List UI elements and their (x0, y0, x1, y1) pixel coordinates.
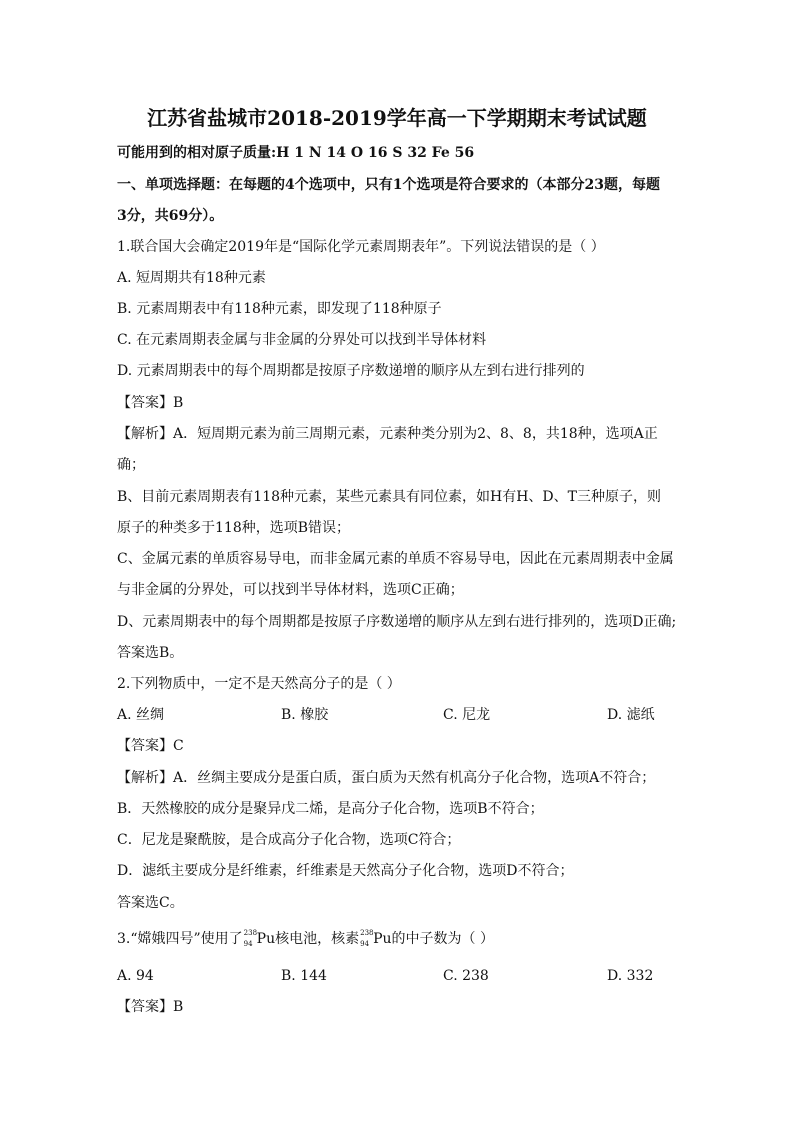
q1-stem: 1.联合国大会确定2019年是“国际化学元素周期表年”。下列说法错误的是（ ） (117, 239, 605, 255)
q1-analysis-line: 确； (117, 457, 145, 473)
q1-option-c: C. 在元素周期表金属与非金属的分界处可以找到半导体材料 (117, 332, 487, 348)
q2-options-row (117, 706, 677, 724)
q1-option-a: A. 短周期共有18种元素 (117, 270, 266, 286)
q2-analysis-line: B．天然橡胶的成分是聚异戊二烯，是高分子化合物，选项B不符合； (117, 801, 544, 817)
q3-option-c: C. 238 (443, 968, 489, 984)
q2-option-d: D. 滤纸 (607, 707, 655, 723)
q1-option-b: B. 元素周期表中有118种元素，即发现了118种原子 (117, 301, 442, 317)
q1-option-d: D. 元素周期表中的每个周期都是按原子序数递增的顺序从左到右进行排列的 (117, 363, 585, 379)
isotope-mass-number: 238 (360, 929, 374, 937)
q2-stem: 2.下列物质中，一定不是天然高分子的是（ ） (117, 676, 401, 692)
q3-stem (117, 930, 494, 948)
q2-analysis-line: 答案选C。 (117, 895, 184, 911)
q2-analysis-line: D．滤纸主要成分是纤维素，纤维素是天然高分子化合物，选项D不符合； (117, 863, 574, 879)
q2-option-b: B. 橡胶 (281, 707, 329, 723)
q3-option-d: D. 332 (607, 968, 654, 984)
q1-answer: 【答案】B (117, 395, 184, 411)
atomic-mass-line: 可能用到的相对原子质量:H 1 N 14 O 16 S 32 Fe 56 (117, 145, 475, 161)
q3-answer: 【答案】B (117, 999, 184, 1015)
q1-analysis-line: 【解析】A．短周期元素为前三周期元素，元素种类分别为2、8、8，共18种，选项A正 (117, 426, 658, 442)
isotope-mass-number: 238 (243, 929, 258, 937)
q3-stem-part-1: 3.“嫦娥四号”使用了 (117, 931, 243, 947)
q3-option-a: A. 94 (117, 968, 154, 984)
q2-option-c: C. 尼龙 (443, 707, 491, 723)
q3-options-row (117, 967, 677, 985)
q3-stem-part-2: Pu核电池，核素 (256, 931, 360, 947)
isotope-atomic-number: 94 (360, 940, 370, 948)
isotope-notation (243, 930, 257, 948)
q1-analysis-line: D、元素周期表中的每个周期都是按原子序数递增的顺序从左到右进行排列的，选项D正确; (117, 614, 677, 630)
section-heading-line-2: 3分，共69分）。 (117, 208, 224, 224)
q3-option-b: B. 144 (281, 968, 327, 984)
q1-analysis-line: 原子的种类多于118种，选项B错误； (117, 520, 351, 536)
section-heading-line-1: 一、单项选择题：在每题的4个选项中，只有1个选项是符合要求的（本部分23题，每题 (117, 177, 660, 193)
q1-analysis-line: 答案选B。 (117, 645, 184, 661)
q2-answer: 【答案】C (117, 738, 184, 754)
q2-analysis-line: C．尼龙是聚酰胺，是合成高分子化合物，选项C符合； (117, 832, 461, 848)
q3-stem-part-3: Pu的中子数为（ ） (373, 931, 494, 947)
isotope-atomic-number: 94 (243, 940, 253, 948)
q1-analysis-line: C、金属元素的单质容易导电，而非金属元素的单质不容易导电，因此在元素周期表中金属 (117, 551, 674, 567)
page-title: 江苏省盐城市2018-2019学年高一下学期期末考试试题 (147, 106, 647, 130)
isotope-notation (359, 930, 373, 948)
q1-analysis-line: 与非金属的分界处，可以找到半导体材料，选项C正确； (117, 582, 464, 598)
q2-option-a: A. 丝绸 (117, 707, 165, 723)
q2-analysis-line: 【解析】A．丝绸主要成分是蛋白质，蛋白质为天然有机高分子化合物，选项A不符合； (117, 770, 656, 786)
q1-analysis-line: B、目前元素周期表有118种元素，某些元素具有同位素，如H有H、D、T三种原子，则 (117, 489, 661, 505)
